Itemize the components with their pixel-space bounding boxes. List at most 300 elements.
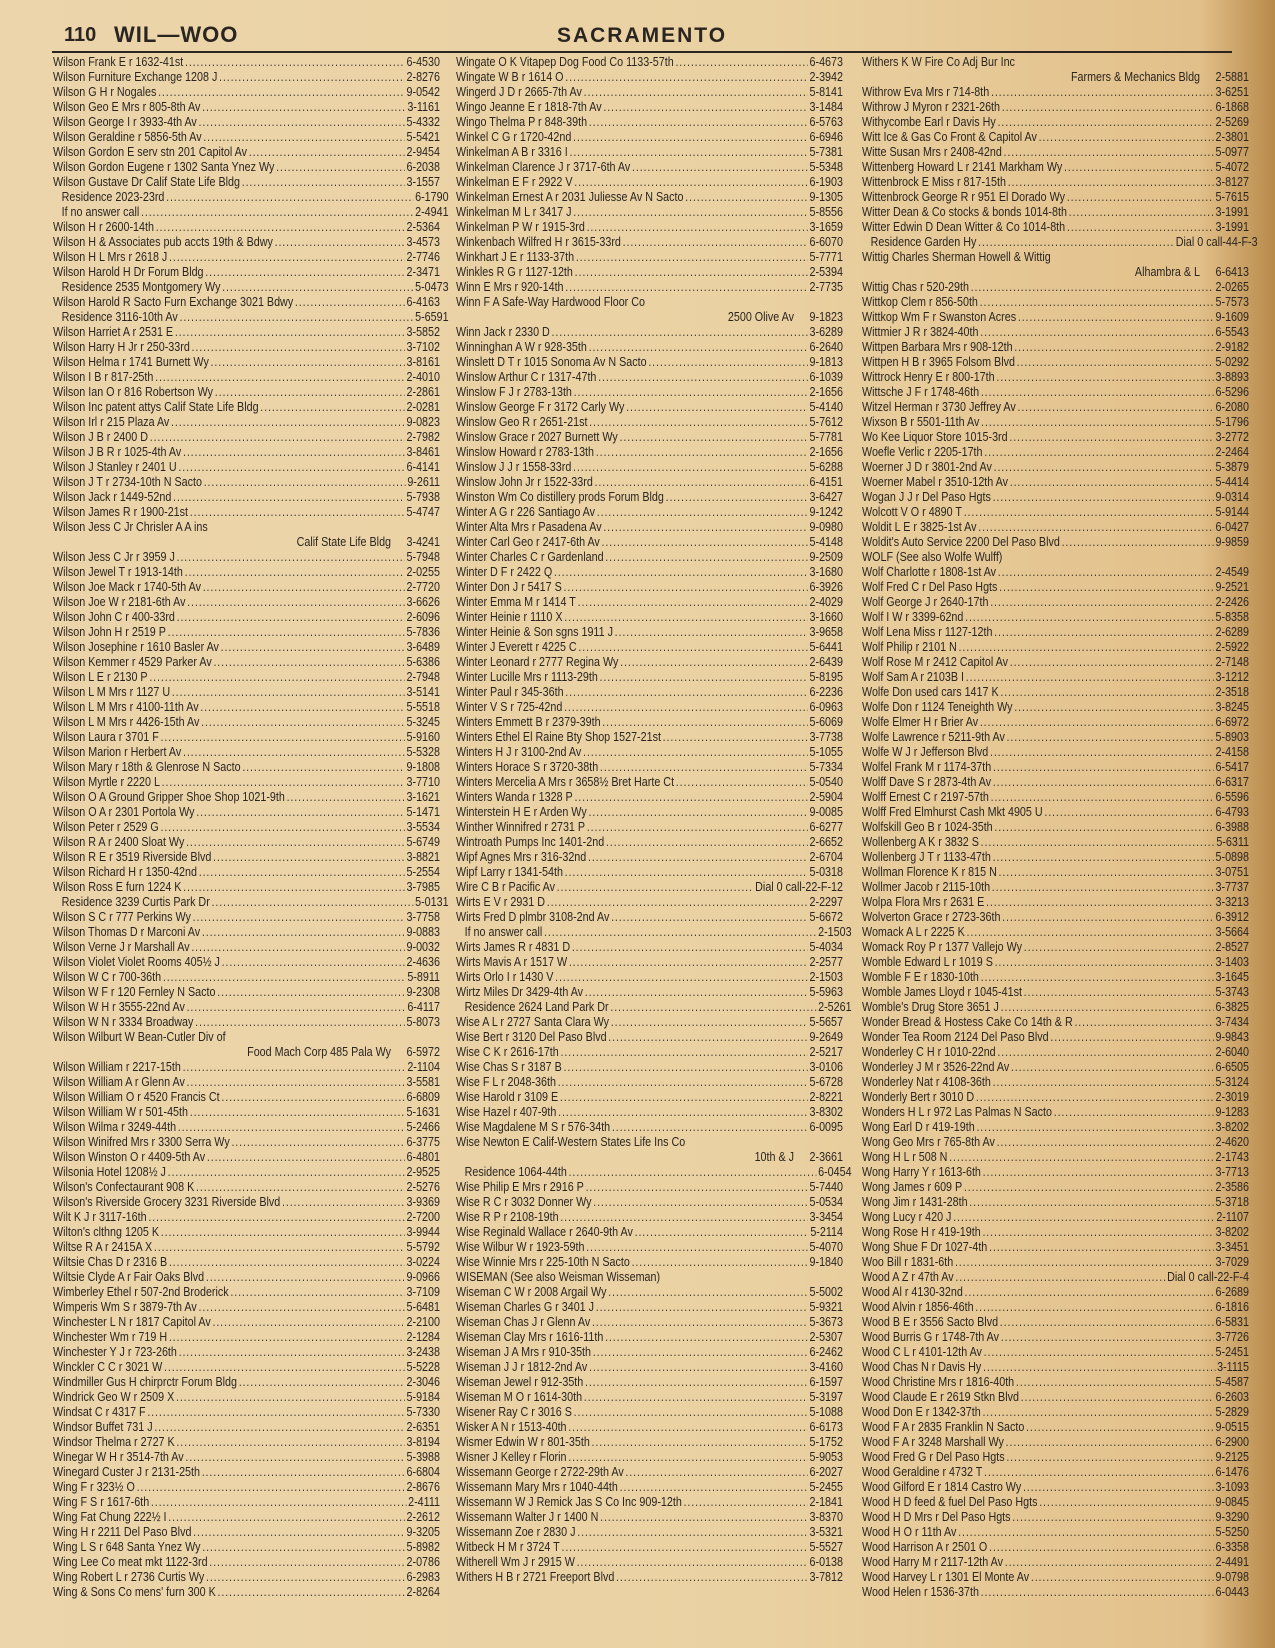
listing-phone: 3-2772 <box>1215 430 1249 444</box>
listing-entry <box>456 520 843 535</box>
listing-name: Wonder Tea Room 2124 Del Paso Blvd <box>862 1030 1049 1044</box>
listing-phone: 3-1621 <box>406 790 440 804</box>
listing-name: Winter Alta Mrs r Pasadena Av <box>456 520 602 534</box>
leader-dots <box>565 865 808 880</box>
listing-phone: 3-1115 <box>1217 1360 1249 1374</box>
listing-name: Wirts Orlo I r 1430 V <box>456 970 554 984</box>
listing-phone: 5-7381 <box>809 145 843 159</box>
listing-phone: 9-1242 <box>809 505 843 519</box>
listing-entry <box>456 775 843 790</box>
listing-name: Wolff Dave S r 2873-4th Av <box>862 775 992 789</box>
listing-entry <box>862 985 1249 1000</box>
listing-entry <box>456 490 843 505</box>
leader-dots <box>199 1300 405 1315</box>
listing-phone: 3-7029 <box>1215 1255 1249 1269</box>
listing-name: Wilson Geraldine r 5856-5th Av <box>53 130 202 144</box>
listing-phone: 6-1816 <box>1215 1300 1249 1314</box>
listing-entry <box>53 910 440 925</box>
listing-name: Wittpen Barbara Mrs r 908-12th <box>862 340 1013 354</box>
listing-phone: 3-1660 <box>809 610 843 624</box>
listing-entry <box>53 1480 440 1495</box>
listing-entry <box>456 190 843 205</box>
leader-dots <box>585 985 808 1000</box>
leader-dots <box>600 760 808 775</box>
listing-entry <box>53 880 440 895</box>
leader-dots <box>1006 1450 1213 1465</box>
listing-entry <box>862 445 1249 460</box>
listing-phone: 6-2027 <box>809 1465 843 1479</box>
leader-dots <box>557 880 754 895</box>
leader-dots <box>203 130 404 145</box>
listing-name: Wittig Charles Sherman Howell & Wittig <box>862 250 1051 264</box>
listing-name: Wissemann George r 2722-29th Av <box>456 1465 624 1479</box>
listing-name: Wittig Chas r 520-29th <box>862 280 969 294</box>
leader-dots <box>602 535 808 550</box>
listing-name: Wilson W H r 3555-22nd Av <box>53 1000 185 1014</box>
listing-name: Wilson Joe W r 2181-6th Av <box>53 595 186 609</box>
listing-name: Wise Newton E Calif-Western States Life Ins Co <box>456 1135 686 1149</box>
listing-entry <box>862 280 1249 295</box>
listing-name: Wolfe Elmer H r Brier Av <box>862 715 979 729</box>
leader-dots <box>276 160 405 175</box>
listing-name: Winegard Custer J r 2131-25th <box>53 1465 200 1479</box>
listing-name: Wood C L r 4101-12th Av <box>862 1345 982 1359</box>
leader-dots <box>186 835 405 850</box>
leader-dots <box>980 715 1214 730</box>
listing-phone: 6-0454 <box>818 1165 852 1179</box>
listing-name: Wittrock Henry E r 800-17th <box>862 370 995 384</box>
leader-dots <box>565 280 808 295</box>
listing-entry <box>862 1390 1249 1405</box>
listing-phone: 3-6251 <box>1215 85 1249 99</box>
leader-dots <box>955 1255 1214 1270</box>
listing-name: Wong Jim r 1431-28th <box>862 1195 968 1209</box>
listing-entry <box>862 1165 1249 1180</box>
listing-entry <box>53 550 440 565</box>
listing-name: Winkenbach Wilfred H r 3615-33rd <box>456 235 621 249</box>
listing-name: Wolff Fred Elmhurst Cash Mkt 4905 U <box>862 805 1043 819</box>
leader-dots <box>1014 340 1214 355</box>
listing-name: Wingerd J D r 2665-7th Av <box>456 85 582 99</box>
listing-name: Wilson Peter r 2529 G <box>53 820 159 834</box>
listing-entry <box>53 100 440 115</box>
leader-dots <box>560 1045 807 1060</box>
listing-name: Woo Bill r 1831-6th <box>862 1255 954 1269</box>
leader-dots <box>608 1285 808 1300</box>
listing-name: Witzel Herman r 3730 Jeffrey Av <box>862 400 1016 414</box>
listing-name: Wilson John H r 2519 P <box>53 625 166 639</box>
listing-entry <box>862 1000 1249 1015</box>
listing-phone: 9-0542 <box>406 85 440 99</box>
listing-phone: 5-8911 <box>407 970 440 984</box>
listing-name: Wilson William W r 501-45th <box>53 1105 189 1119</box>
listing-phone: 3-0751 <box>1215 865 1249 879</box>
listing-phone: 2-2861 <box>406 385 440 399</box>
listing-phone: 3-7812 <box>809 1570 843 1584</box>
leader-dots <box>544 925 816 940</box>
leader-dots <box>282 1195 405 1210</box>
leader-dots <box>179 310 413 325</box>
listing-phone: 2-8527 <box>1215 940 1249 954</box>
leader-dots <box>586 1180 808 1195</box>
listing-phone: 5-0540 <box>809 775 843 789</box>
listing-phone: 5-7948 <box>406 550 440 564</box>
listing-name: Wilson Wilma r 3249-44th <box>53 1120 177 1134</box>
section-heading: WOLF (See also Wolfe Wulff) <box>862 550 1003 564</box>
leader-dots <box>221 1090 404 1105</box>
listing-name: Wood A Z r 47th Av <box>862 1270 954 1284</box>
leader-dots <box>218 1585 405 1600</box>
listing-phone: 5-9160 <box>406 730 440 744</box>
listing-entry <box>456 640 843 655</box>
listing-phone: 2-1107 <box>1216 1210 1249 1224</box>
leader-dots <box>183 1060 406 1075</box>
listing-name: Wilson Helma r 1741 Burnett Wy <box>53 355 209 369</box>
leader-dots <box>980 295 1214 310</box>
leader-dots <box>185 55 405 70</box>
listing-entry <box>862 235 1258 250</box>
listing-entry <box>53 55 440 70</box>
listing-phone: 3-3213 <box>1215 895 1249 909</box>
listing-name: Windmiller Gus H chirprctr Forum Bldg <box>53 1375 237 1389</box>
listing-entry <box>862 1375 1249 1390</box>
listing-entry <box>862 880 1249 895</box>
listing-phone: 6-2640 <box>809 340 843 354</box>
listing-phone: 6-2983 <box>406 1570 440 1584</box>
leader-dots <box>966 670 1214 685</box>
leader-dots <box>1002 100 1214 115</box>
listing-name: Winters Horace S r 3720-38th <box>456 760 599 774</box>
listing-phone: 3-9658 <box>809 625 843 639</box>
leader-dots <box>569 145 807 160</box>
listing-phone: 9-0515 <box>1215 1420 1249 1434</box>
listing-phone: 3-1991 <box>1215 220 1249 234</box>
listing-name: Wolf Fred C r Del Paso Hgts <box>862 580 998 594</box>
listing-name: Wing F S r 1617-6th <box>53 1495 150 1509</box>
listing-entry <box>456 205 843 220</box>
listing-entry <box>53 955 440 970</box>
leader-dots <box>172 685 405 700</box>
listing-entry <box>456 1210 843 1225</box>
listing-name: Wissemann Zoe r 2830 J <box>456 1525 576 1539</box>
listing-phone: 6-1039 <box>809 370 843 384</box>
leader-dots <box>983 1165 1214 1180</box>
listing-phone: 2-5904 <box>809 790 843 804</box>
listing-entry <box>456 1540 843 1555</box>
listing-phone: 6-5763 <box>809 115 843 129</box>
listing-name: Winter Paul r 345-36th <box>456 685 564 699</box>
listing-entry <box>456 940 843 955</box>
leader-dots <box>989 1540 1214 1555</box>
listing-phone: 2-2464 <box>1215 445 1249 459</box>
listing-name: Wilson Gordon Eugene r 1302 Santa Ynez Wy <box>53 160 275 174</box>
listing-entry <box>53 505 440 520</box>
listing-entry <box>862 1480 1249 1495</box>
leader-dots <box>190 505 405 520</box>
page-header <box>52 22 1232 52</box>
leader-dots <box>663 730 808 745</box>
listing-entry <box>53 850 440 865</box>
listing-phone: 2-4549 <box>1215 565 1249 579</box>
listing-phone: 2-7982 <box>406 430 440 444</box>
listing-phone: 9-0798 <box>1215 1570 1249 1584</box>
listing-phone: 3-5852 <box>406 325 440 339</box>
listing-phone: 2-8264 <box>406 1585 440 1599</box>
leader-dots <box>577 1525 808 1540</box>
leader-dots <box>583 745 808 760</box>
listing-name: Wilson L M Mrs r 1127 U <box>53 685 171 699</box>
listing-entry <box>862 595 1249 610</box>
listing-phone: 6-6809 <box>406 1090 440 1104</box>
leader-dots <box>975 1300 1214 1315</box>
listing-name: Wood Claude E r 2619 Stkn Blvd <box>862 1390 1019 1404</box>
listing-phone: 9-1813 <box>809 355 843 369</box>
listing-name: Wirts Mavis A r 1517 W <box>456 955 568 969</box>
listing-phone: 5-7836 <box>406 625 440 639</box>
listing-phone: 2-8676 <box>406 1480 440 1494</box>
listing-entry <box>862 805 1249 820</box>
leader-dots <box>176 1390 405 1405</box>
listing-name: Wong H L r 508 N <box>862 1150 948 1164</box>
listing-phone: 2-3046 <box>406 1375 440 1389</box>
leader-dots <box>595 475 808 490</box>
leader-dots <box>684 1495 808 1510</box>
listing-name: Winter A G r 226 Santiago Av <box>456 505 596 519</box>
listing-entry <box>862 1180 1249 1195</box>
leader-dots <box>978 520 1214 535</box>
listing-name: Wittenbrock E Miss r 817-15th <box>862 175 1006 189</box>
listing-phone: 5-3743 <box>1215 985 1249 999</box>
listing-entry <box>862 340 1249 355</box>
leader-dots <box>574 790 807 805</box>
listing-name: Wittmier J R r 3824-40th <box>862 325 979 339</box>
leader-dots <box>183 445 405 460</box>
listing-name: Wilson Winston O r 4409-5th Av <box>53 1150 206 1164</box>
leader-dots <box>221 640 405 655</box>
listing-phone: 6-4801 <box>406 1150 440 1164</box>
listing-phone: 6-4163 <box>406 295 440 309</box>
leader-dots <box>588 805 807 820</box>
listing-name: Wolfskill Geo B r 1024-35th <box>862 820 993 834</box>
listing-name: Winters Wanda r 1328 P <box>456 790 573 804</box>
leader-dots <box>141 205 413 220</box>
listing-phone: 2-0786 <box>406 1555 440 1569</box>
leader-dots <box>616 1570 808 1585</box>
listing-phone: 5-0318 <box>809 865 843 879</box>
listing-phone: 3-4160 <box>809 1360 843 1374</box>
listing-entry <box>456 70 843 85</box>
listing-entry <box>53 940 440 955</box>
leader-dots <box>179 1345 405 1360</box>
listing-phone: 6-4673 <box>809 55 843 69</box>
listing-entry <box>456 1570 843 1585</box>
leader-dots <box>287 790 405 805</box>
listing-name: Wiseman Jewel r 912-35th <box>456 1375 584 1389</box>
listing-entry <box>862 1210 1249 1225</box>
leader-dots <box>554 565 808 580</box>
leader-dots <box>183 745 405 760</box>
leader-dots <box>572 940 808 955</box>
listing-name: Wood Fred G r Del Paso Hgts <box>862 1450 1005 1464</box>
leader-dots <box>193 1525 405 1540</box>
listing-phone: 6-2080 <box>1215 400 1249 414</box>
listing-entry <box>53 730 440 745</box>
listing-name: Winter Emma M r 1414 T <box>456 595 576 609</box>
listing-entry <box>53 655 440 670</box>
listing-entry <box>862 1315 1249 1330</box>
leader-dots <box>1008 175 1214 190</box>
listing-name: Wonderley Nat r 4108-36th <box>862 1075 991 1089</box>
listing-phone: 6-5296 <box>1215 385 1249 399</box>
listing-name: Wood Harvey L r 1301 El Monte Av <box>862 1570 1030 1584</box>
listing-phone: 3-8127 <box>1215 175 1249 189</box>
listing-entry <box>862 85 1249 100</box>
leader-dots <box>625 1465 807 1480</box>
listing-name: Winter Heinie & Son sgns 1911 J <box>456 625 613 639</box>
listing-name: Wo Kee Liquor Store 1015-3rd <box>862 430 1008 444</box>
listing-name: Winslow J J r 1558-33rd <box>456 460 572 474</box>
listing-phone: 2-2100 <box>406 1315 440 1329</box>
listing-entry <box>862 625 1249 640</box>
listing-entry <box>53 715 440 730</box>
leader-dots <box>568 1420 808 1435</box>
leader-dots <box>626 400 808 415</box>
listing-phone: 2-5261 <box>818 1000 852 1014</box>
listing-entry <box>862 1105 1249 1120</box>
listing-name: Winchester L N r 1817 Capitol Av <box>53 1315 211 1329</box>
leader-dots <box>983 1360 1215 1375</box>
listing-phone: 9-3290 <box>1215 1510 1249 1524</box>
listing-phone: 3-6427 <box>809 490 843 504</box>
listing-entry <box>53 445 440 460</box>
listing-name: Wood F A r 3248 Marshall Wy <box>862 1435 1004 1449</box>
listing-name: Wirts Fred D plmbr 3108-2nd Av <box>456 910 610 924</box>
leader-dots <box>989 1240 1214 1255</box>
listing-entry <box>53 1075 440 1090</box>
listing-phone: 2-1104 <box>407 1060 440 1074</box>
listing-name: Winslow George F r 3172 Carly Wy <box>456 400 625 414</box>
listing-name: Wollenberg A K r 3832 S <box>862 835 979 849</box>
leader-dots <box>982 1225 1213 1240</box>
leader-dots <box>275 235 405 250</box>
listing-entry <box>862 1540 1249 1555</box>
leader-dots <box>612 1120 808 1135</box>
listing-entry <box>53 895 449 910</box>
leader-dots <box>976 1090 1214 1105</box>
listing-name: Wilson J B r 2400 D <box>53 430 149 444</box>
listing-name: Wing L S r 648 Santa Ynez Wy <box>53 1540 201 1554</box>
listing-entry <box>53 205 449 220</box>
listing-entry <box>53 1300 440 1315</box>
listing-entry <box>53 1360 440 1375</box>
listing-name: Wood Al r 4130-32nd <box>862 1285 963 1299</box>
listing-entry <box>456 430 843 445</box>
listing-name: Wood H D Mrs r Del Paso Hgts <box>862 1510 1011 1524</box>
listing-name: Womble F E r 1830-10th <box>862 970 979 984</box>
listing-entry <box>862 100 1249 115</box>
listing-entry <box>53 280 449 295</box>
page-range: WIL—WOO <box>114 22 239 47</box>
listing-entry <box>862 775 1249 790</box>
listing-phone: 3-8370 <box>809 1510 843 1524</box>
listing-name: Wilson Frank E r 1632-41st <box>53 55 184 69</box>
leader-dots <box>215 385 405 400</box>
listing-entry <box>53 70 440 85</box>
leader-dots <box>1010 655 1214 670</box>
listing-name: Wing H r 2211 Del Paso Blvd <box>53 1525 192 1539</box>
listing-entry <box>53 1090 440 1105</box>
listing-phone: 6-6277 <box>809 820 843 834</box>
listing-name: Wilson H r 2600-14th <box>53 220 154 234</box>
listing-name: Wilson Mary r 18th & Glenrose N Sacto <box>53 760 241 774</box>
listing-entry <box>53 265 440 280</box>
listing-name: Withers K W Fire Co Adj Bur Inc <box>862 55 1015 69</box>
leader-dots <box>998 115 1214 130</box>
listing-entry <box>456 970 843 985</box>
listing-entry <box>862 1240 1249 1255</box>
listing-entry <box>862 1435 1249 1450</box>
listing-name: Wilson Thomas D r Marconi Av <box>53 925 201 939</box>
listing-entry <box>456 115 843 130</box>
listing-entry <box>53 820 440 835</box>
listing-phone: 2-0281 <box>406 400 440 414</box>
listing-entry <box>456 955 843 970</box>
listing-name: Woldit L E r 3825-1st Av <box>862 520 977 534</box>
listing-phone: 5-7573 <box>1215 295 1249 309</box>
leader-dots <box>1069 205 1214 220</box>
leader-dots <box>620 1480 808 1495</box>
listing-phone: 5-0131 <box>415 895 449 909</box>
listing-phone: 5-8073 <box>406 1015 440 1029</box>
listing-entry <box>53 115 440 130</box>
listing-entry <box>456 1420 843 1435</box>
leader-dots <box>169 1330 405 1345</box>
listing-entry <box>456 685 843 700</box>
leader-dots <box>196 805 405 820</box>
listing-entry <box>456 250 843 265</box>
leader-dots <box>239 1375 405 1390</box>
leader-dots <box>560 1090 808 1105</box>
listing-entry <box>53 985 440 1000</box>
leader-dots <box>1006 1435 1214 1450</box>
listing-name: Wilson W C r 700-36th <box>53 970 162 984</box>
listing-entry <box>53 310 449 325</box>
leader-dots <box>183 880 405 895</box>
leader-dots <box>608 1030 808 1045</box>
listing-phone: 2-7148 <box>1215 655 1249 669</box>
leader-dots <box>151 1495 406 1510</box>
listing-entry <box>456 835 843 850</box>
listing-phone: 5-5348 <box>809 160 843 174</box>
listing-phone: 5-2554 <box>406 865 440 879</box>
listing-entry <box>862 130 1249 145</box>
listing-phone: 3-5664 <box>1215 925 1249 939</box>
listing-entry <box>862 895 1249 910</box>
listing-name: Wonderly Bert r 3010 D <box>862 1090 975 1104</box>
listing-name: Wittkop Wm F r Swanston Acres <box>862 310 1017 324</box>
listing-phone: 2-0265 <box>1215 280 1249 294</box>
leader-dots <box>137 1480 405 1495</box>
listing-name: Winkelman A B r 3316 I <box>456 145 568 159</box>
listing-entry <box>53 1585 440 1600</box>
listing-entry <box>53 1495 440 1510</box>
leader-dots <box>1000 685 1213 700</box>
listing-name: Wiseman Charles G r 3401 J <box>456 1300 595 1314</box>
leader-dots <box>158 85 405 100</box>
listing-phone: 3-3451 <box>1215 1240 1249 1254</box>
leader-dots <box>202 100 405 115</box>
listing-phone: 3-9369 <box>406 1195 440 1209</box>
